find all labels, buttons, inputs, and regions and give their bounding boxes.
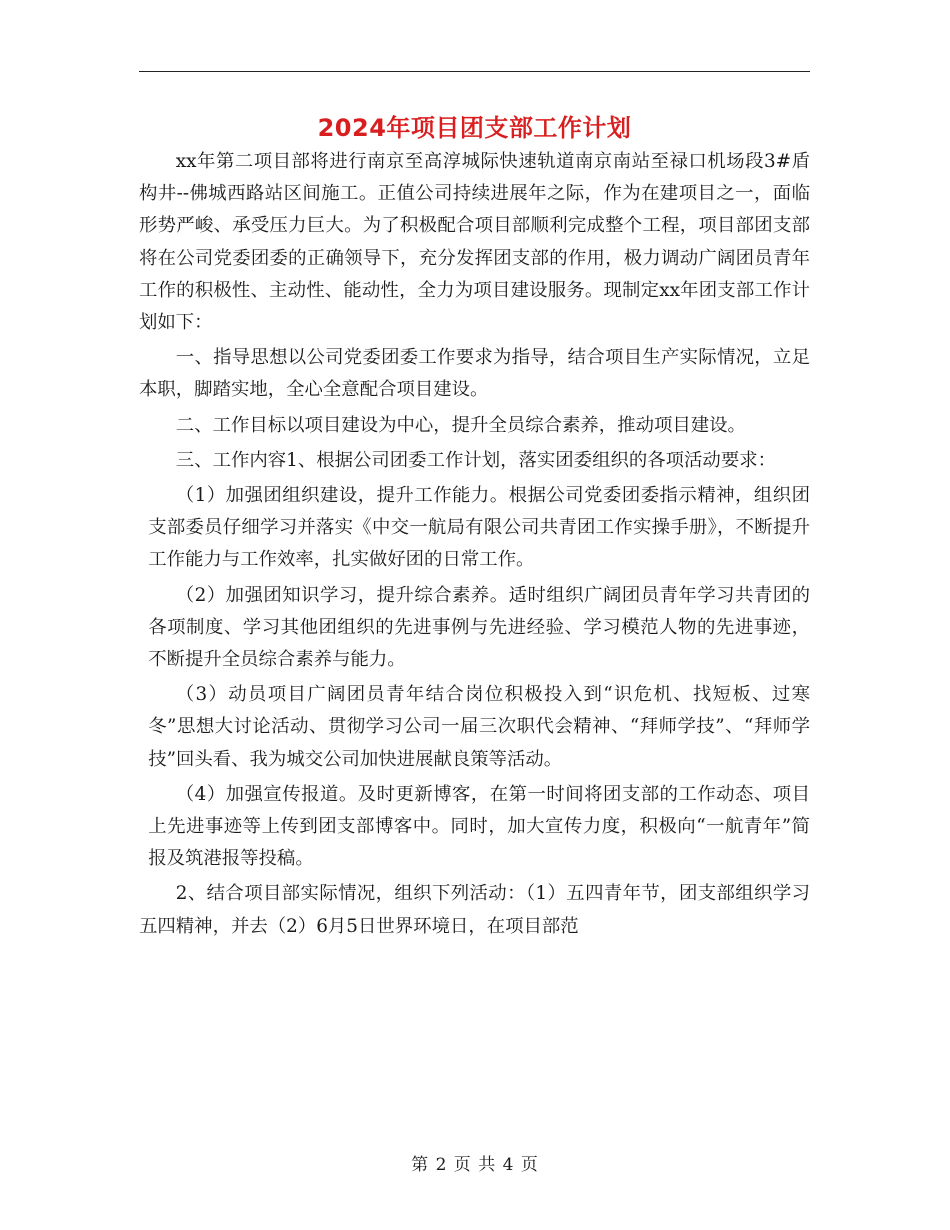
paragraph-work-goal: 二、工作目标以项目建设为中心，提升全员综合素养，推动项目建设。 (175, 414, 746, 436)
document-body (139, 146, 810, 943)
paragraph-guiding-thought: 一、指导思想以公司党委团委工作要求为指导，结合项目生产实际情况，立足本职，脚踏实地，全心全意配合项目建设。 (139, 347, 810, 401)
paragraph-item-3: （3）动员项目广阔团员青年结合岗位积极投入到“识危机、找短板、过寒冬”思想大讨论活动、贯彻学习公司一届三次职代会精神、“拜师学技”、“拜师学技”回头看、我为城交公司加快进展献良策等活动。 (148, 684, 810, 770)
document-title: 2024年项目团支部工作计划 (317, 114, 632, 142)
paragraph-work-content: 三、工作内容1、根据公司团委工作计划，落实团委组织的各项活动要求： (175, 449, 776, 471)
paragraph-item-4: （4）加强宣传报道。及时更新博客，在第一时间将团支部的工作动态、项目上先进事迹等上传到团支部博客中。同时，加大宣传力度，积极向“一航青年”简报及筑港报等投稿。 (148, 783, 810, 870)
page-number-footer: 第 2 页 共 4 页 (411, 1155, 539, 1175)
paragraph-activities: 2、结合项目部实际情况，组织下列活动：（1）五四青年节，团支部组织学习五四精神，并去（2）6月5日世界环境日，在项目部范 (139, 883, 810, 937)
paragraph-item-1: （1）加强团组织建设，提升工作能力。根据公司党委团委指示精神，组织团支部委员仔细学习并落实《中交一航局有限公司共青团工作实操手册》，不断提升工作能力与工作效率，扎实做好团的日常工作。 (148, 485, 810, 571)
header-rule (139, 71, 810, 72)
paragraph-intro: xx年第二项目部将进行南京至高淳城际快速轨道南京南站至禄口机场段3#盾构井--佛城西路站区间施工。正值公司持续进展年之际，作为在建项目之一，面临形势严峻、承受压力巨大。为了积极配合项目部顺利完成整个工程，项目部团支部将在公司党委团委的正确领导下，充分发挥团支部的作用，极力调动广阔团员青年工作的积极性、主动性、能动性，全力为项目建设服务。现制定xx年团支部工作计划如下： (139, 151, 810, 334)
paragraph-item-2: （2）加强团知识学习，提升综合素养。适时组织广阔团员青年学习共青团的各项制度、学习其他团组织的先进事例与先进经验、学习模范人物的先进事迹，不断提升全员综合素养与能力。 (148, 584, 810, 671)
